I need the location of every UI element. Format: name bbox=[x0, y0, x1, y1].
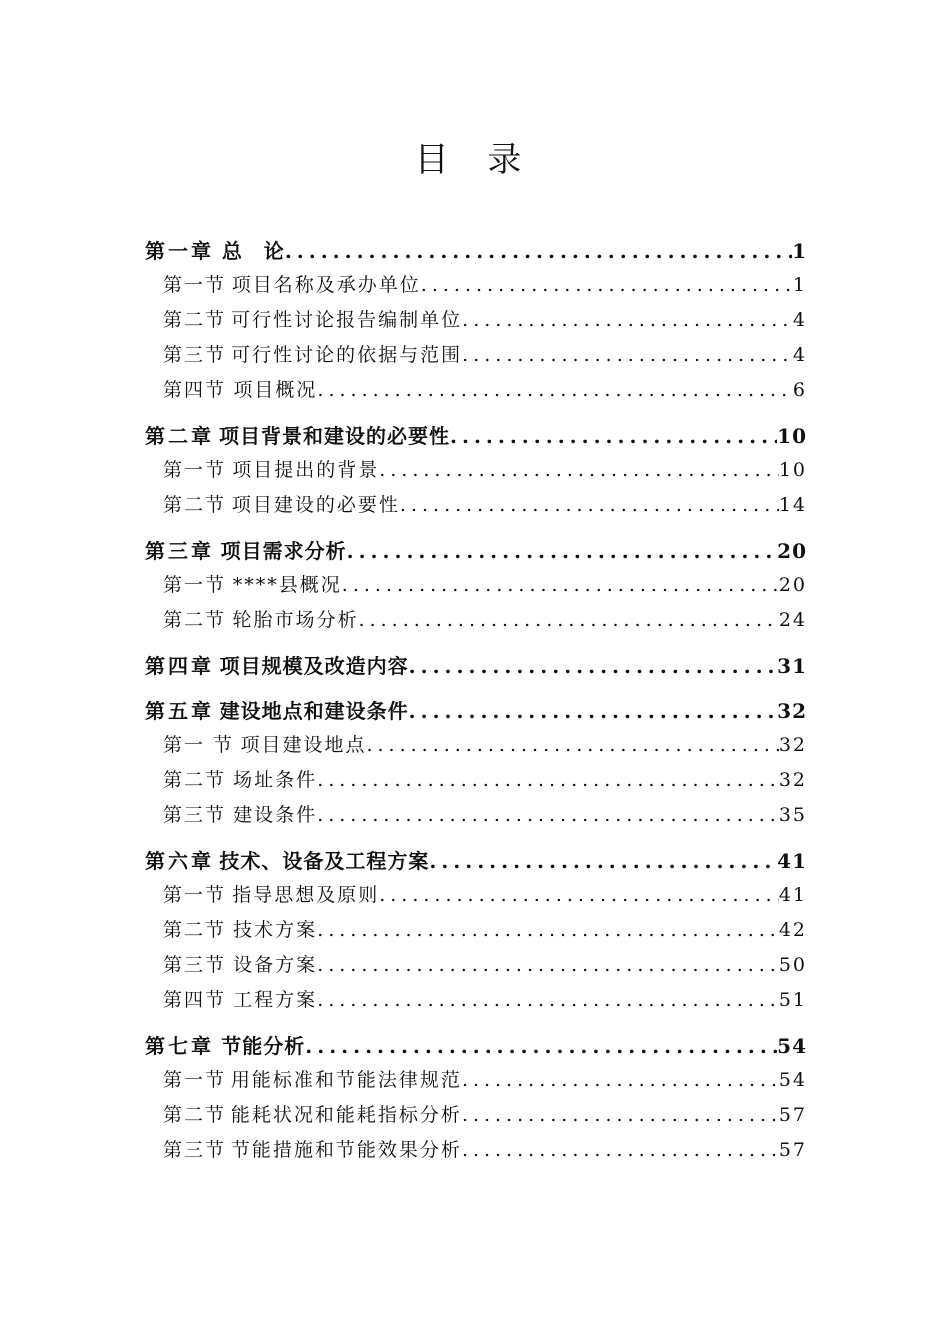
chapter-number: 第七章 bbox=[145, 1034, 214, 1058]
toc-chapter-entry[interactable] bbox=[145, 650, 807, 685]
section-title: 用能标准和节能法律规范 bbox=[230, 1069, 462, 1091]
section-number: 第一节 bbox=[163, 884, 227, 906]
section-title: 场址条件 bbox=[233, 769, 318, 791]
dot-leader bbox=[317, 804, 779, 826]
dot-leader bbox=[366, 734, 778, 756]
section-title: 可行性讨论报告编制单位 bbox=[231, 309, 463, 331]
page-number: 57 bbox=[778, 1139, 807, 1161]
toc-section-entry[interactable] bbox=[145, 340, 807, 375]
section-title: 项目建设地点 bbox=[240, 734, 367, 756]
page-number: 24 bbox=[778, 609, 807, 631]
chapter-title: 技术、设备及工程方案 bbox=[219, 849, 430, 873]
section-number: 第一节 bbox=[163, 574, 227, 596]
toc-section-entry[interactable] bbox=[145, 915, 807, 950]
page-number: 10 bbox=[778, 459, 807, 481]
toc-section-entry[interactable] bbox=[145, 730, 807, 765]
chapter-number: 第一章 bbox=[145, 239, 214, 263]
dot-leader bbox=[359, 609, 779, 631]
section-number: 第二节 bbox=[163, 309, 227, 331]
page-number: 54 bbox=[778, 1069, 807, 1091]
dot-leader bbox=[379, 459, 779, 481]
chapter-title: 项目规模及改造内容 bbox=[219, 654, 409, 678]
dot-leader bbox=[409, 654, 777, 678]
page-number: 32 bbox=[777, 699, 807, 723]
dot-leader bbox=[317, 954, 779, 976]
page-number: 6 bbox=[792, 379, 807, 401]
page-number: 54 bbox=[777, 1034, 807, 1058]
section-number: 第四节 bbox=[163, 379, 227, 401]
dot-leader bbox=[342, 574, 779, 596]
toc-section-entry[interactable] bbox=[145, 950, 807, 985]
toc-section-entry[interactable] bbox=[145, 985, 807, 1020]
chapter-title: 总 论 bbox=[221, 239, 285, 263]
dot-leader bbox=[305, 1034, 777, 1058]
dot-leader bbox=[317, 919, 779, 941]
dot-leader bbox=[462, 344, 793, 366]
toc-chapter-entry[interactable] bbox=[145, 535, 807, 570]
chapter-number: 第五章 bbox=[145, 699, 214, 723]
page-number: 1 bbox=[792, 274, 807, 296]
chapter-number: 第四章 bbox=[145, 654, 214, 678]
section-title: 可行性讨论的依据与范围 bbox=[231, 344, 463, 366]
toc-section-entry[interactable] bbox=[145, 880, 807, 915]
toc-chapter-entry[interactable] bbox=[145, 695, 807, 730]
page-number: 1 bbox=[792, 239, 807, 263]
toc-chapter-entry[interactable] bbox=[145, 1030, 807, 1065]
page-number: 35 bbox=[778, 804, 807, 826]
chapter-number: 第三章 bbox=[145, 539, 214, 563]
page-number: 41 bbox=[778, 884, 807, 906]
page-number: 42 bbox=[778, 919, 807, 941]
toc-section-entry[interactable] bbox=[145, 800, 807, 835]
page-title: 目 录 bbox=[414, 140, 536, 180]
section-number: 第三节 bbox=[163, 804, 227, 826]
section-title: 节能措施和节能效果分析 bbox=[230, 1139, 462, 1161]
dot-leader bbox=[462, 309, 793, 331]
chapter-number: 第二章 bbox=[145, 424, 214, 448]
section-number: 第二节 bbox=[163, 494, 227, 516]
toc-chapter-entry[interactable] bbox=[145, 235, 807, 270]
dot-leader bbox=[450, 424, 777, 448]
chapter-title: 节能分析 bbox=[221, 1034, 306, 1058]
section-title: 工程方案 bbox=[233, 989, 318, 1011]
chapter-title: 项目背景和建设的必要性 bbox=[219, 424, 451, 448]
page-number: 32 bbox=[778, 734, 807, 756]
section-title: 指导思想及原则 bbox=[232, 884, 380, 906]
table-of-contents bbox=[145, 225, 807, 1170]
toc-section-entry[interactable] bbox=[145, 1100, 807, 1135]
section-number: 第三节 bbox=[163, 954, 227, 976]
toc-section-entry[interactable] bbox=[145, 455, 807, 490]
toc-section-entry[interactable] bbox=[145, 375, 807, 410]
section-title: 项目概况 bbox=[233, 379, 318, 401]
section-title: 技术方案 bbox=[233, 919, 318, 941]
toc-section-entry[interactable] bbox=[145, 305, 807, 340]
page-number: 51 bbox=[778, 989, 807, 1011]
chapter-number: 第六章 bbox=[145, 849, 214, 873]
dot-leader bbox=[462, 1069, 779, 1091]
section-title: 项目名称及承办单位 bbox=[231, 274, 421, 296]
section-title: 项目提出的背景 bbox=[232, 459, 380, 481]
section-number: 第二节 bbox=[163, 769, 227, 791]
toc-section-entry[interactable] bbox=[145, 1065, 807, 1100]
dot-leader bbox=[421, 274, 793, 296]
dot-leader bbox=[462, 1104, 779, 1126]
dot-leader bbox=[317, 989, 779, 1011]
section-title: ****县概况 bbox=[232, 574, 342, 596]
page-number: 31 bbox=[777, 654, 807, 678]
toc-section-entry[interactable] bbox=[145, 605, 807, 640]
chapter-title: 项目需求分析 bbox=[220, 539, 347, 563]
dot-leader bbox=[347, 539, 778, 563]
page-number: 57 bbox=[778, 1104, 807, 1126]
section-number: 第三节 bbox=[163, 1139, 227, 1161]
section-title: 建设条件 bbox=[233, 804, 318, 826]
section-number: 第一节 bbox=[163, 1069, 227, 1091]
dot-leader bbox=[400, 494, 779, 516]
section-number: 第二节 bbox=[163, 919, 227, 941]
dot-leader bbox=[285, 239, 792, 263]
dot-leader bbox=[317, 379, 793, 401]
dot-leader bbox=[409, 699, 777, 723]
page-number: 4 bbox=[792, 344, 807, 366]
section-title: 项目建设的必要性 bbox=[231, 494, 400, 516]
toc-section-entry[interactable] bbox=[145, 490, 807, 525]
toc-chapter-entry[interactable] bbox=[145, 420, 807, 455]
section-number: 第一 节 bbox=[163, 734, 235, 756]
chapter-title: 建设地点和建设条件 bbox=[219, 699, 409, 723]
page-number: 10 bbox=[777, 424, 807, 448]
page-number: 4 bbox=[792, 309, 807, 331]
section-number: 第三节 bbox=[163, 344, 227, 366]
page-number: 41 bbox=[777, 849, 807, 873]
section-number: 第四节 bbox=[163, 989, 227, 1011]
section-number: 第二节 bbox=[163, 609, 227, 631]
toc-chapter-entry[interactable] bbox=[145, 845, 807, 880]
page-number: 20 bbox=[778, 574, 807, 596]
page-number: 50 bbox=[778, 954, 807, 976]
dot-leader bbox=[317, 769, 779, 791]
section-number: 第二节 bbox=[163, 1104, 227, 1126]
dot-leader bbox=[462, 1139, 779, 1161]
toc-section-entry[interactable] bbox=[145, 570, 807, 605]
section-title: 轮胎市场分析 bbox=[232, 609, 359, 631]
page-number: 14 bbox=[778, 494, 807, 516]
section-number: 第一节 bbox=[163, 459, 227, 481]
section-title: 设备方案 bbox=[233, 954, 318, 976]
page-number: 32 bbox=[778, 769, 807, 791]
toc-section-entry[interactable] bbox=[145, 765, 807, 800]
dot-leader bbox=[379, 884, 779, 906]
page-number: 20 bbox=[777, 539, 807, 563]
section-title: 能耗状况和能耗指标分析 bbox=[230, 1104, 462, 1126]
toc-section-entry[interactable] bbox=[145, 1135, 807, 1170]
dot-leader bbox=[429, 849, 777, 873]
toc-section-entry[interactable] bbox=[145, 270, 807, 305]
section-number: 第一节 bbox=[163, 274, 227, 296]
